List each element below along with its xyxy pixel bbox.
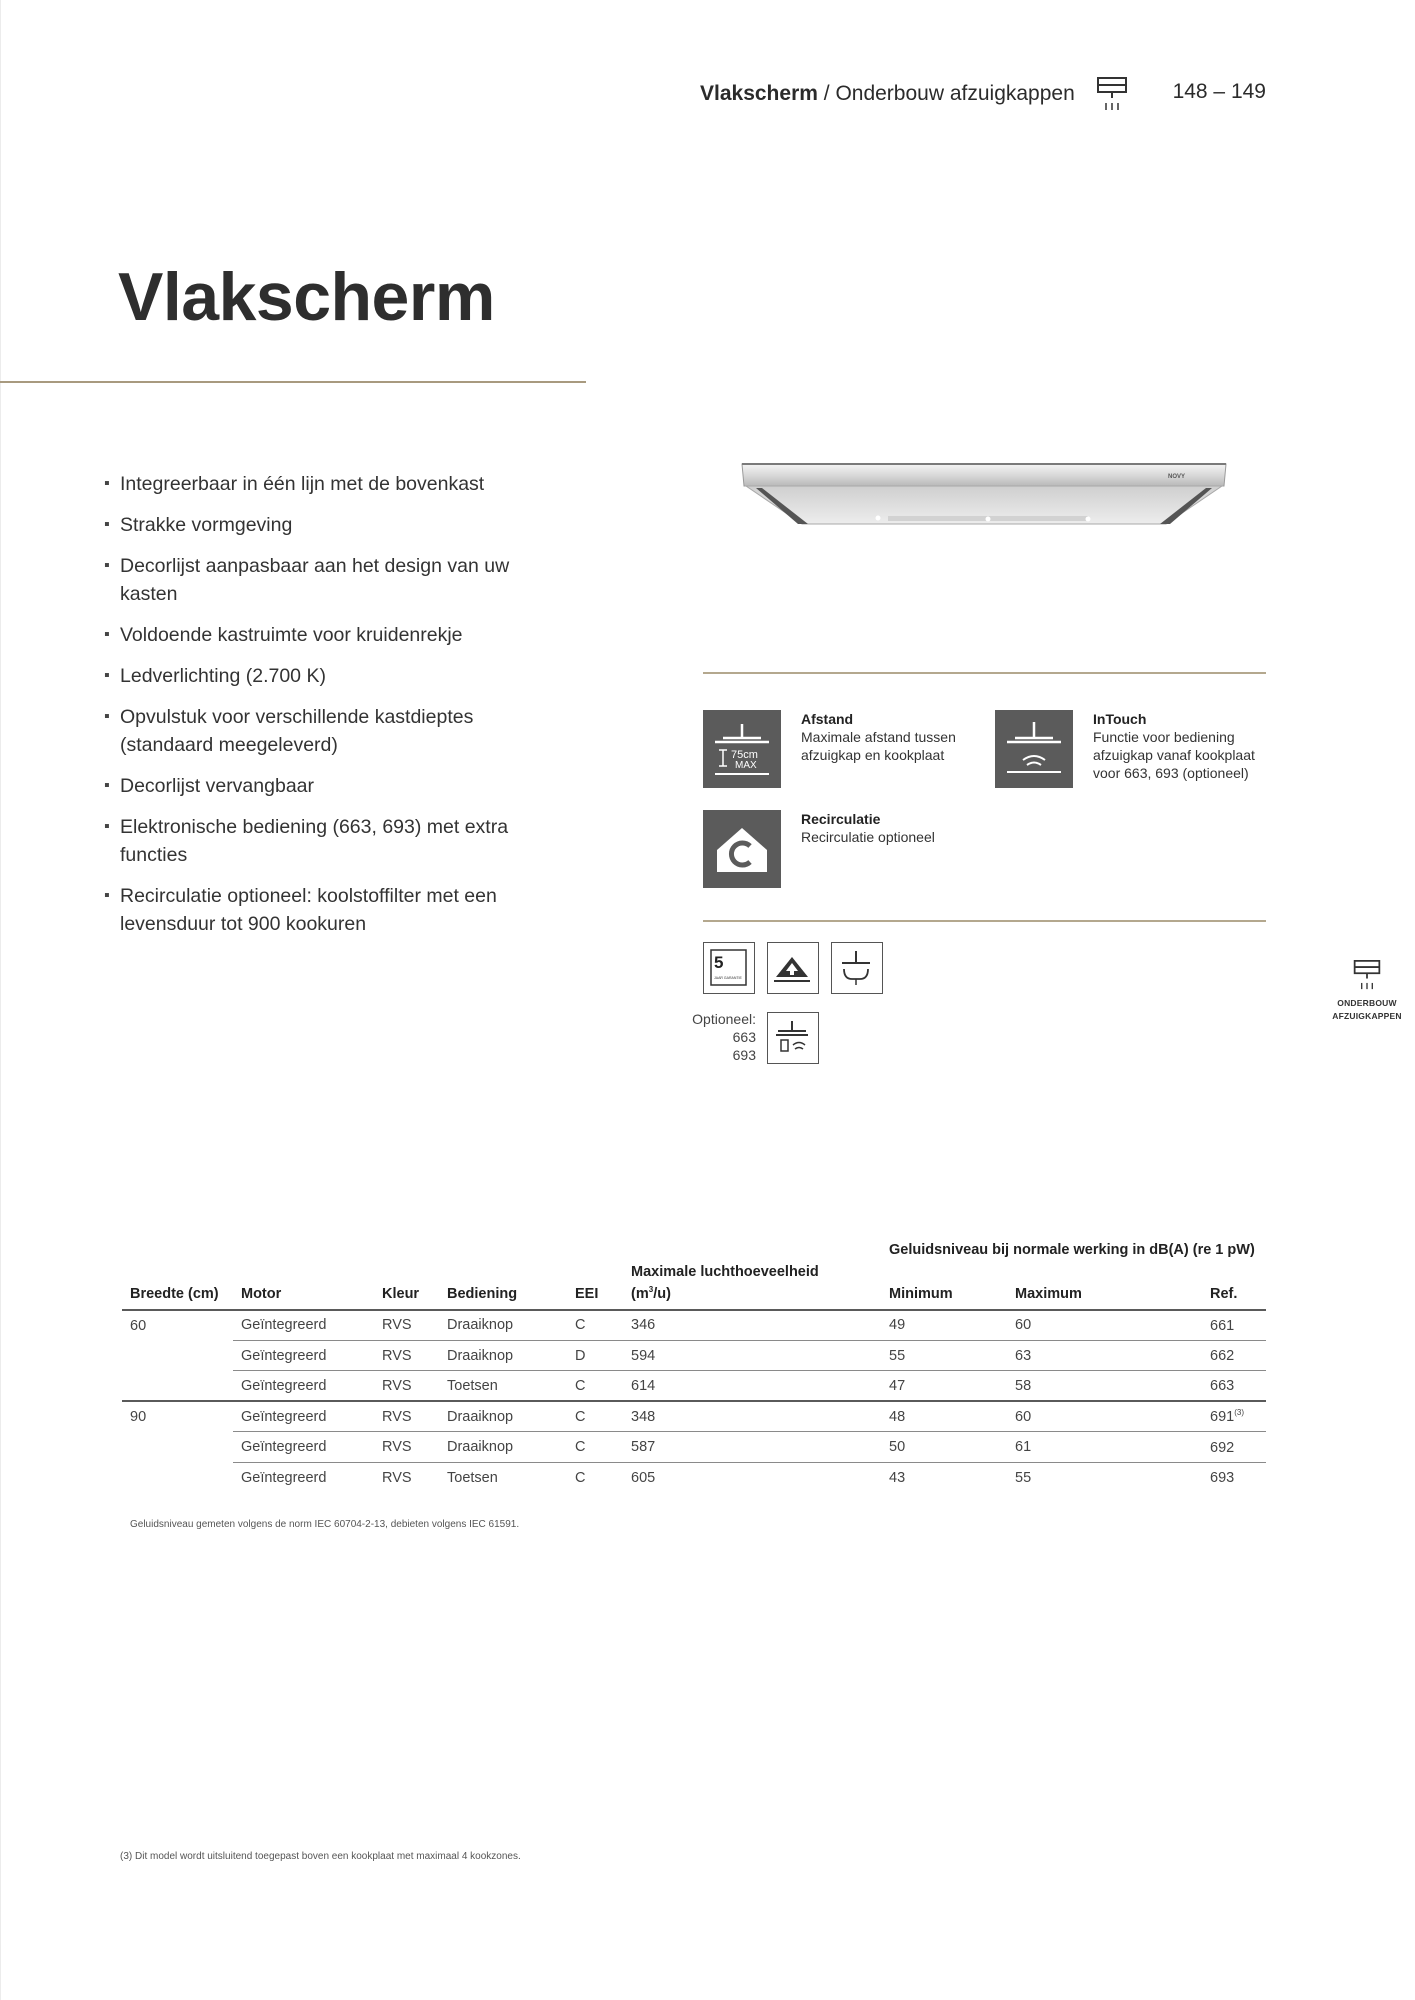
cell-breedte — [122, 1432, 233, 1463]
feature-intouch-title: InTouch — [1093, 711, 1147, 727]
table-row — [122, 1371, 1266, 1402]
col-lucht-unit: $(m^3/u)$ — [631, 1285, 671, 1302]
cell-ref: 663 — [1202, 1371, 1266, 1402]
hood-mount-icon — [831, 942, 883, 994]
cell-eei: D — [567, 1340, 623, 1371]
cell-motor: Geïntegreerd — [233, 1432, 374, 1463]
cell-lucht: 348 — [623, 1401, 865, 1432]
page-numbers: 148 – 149 — [1172, 80, 1266, 103]
intouch-icon — [995, 710, 1073, 788]
cell-min: 47 — [881, 1371, 1007, 1402]
warranty-icon — [703, 942, 755, 994]
cell-ref: 661 — [1202, 1310, 1266, 1341]
cell-kleur: RVS — [374, 1310, 439, 1341]
cell-kleur: RVS — [374, 1432, 439, 1463]
cell-eei: C — [567, 1401, 623, 1432]
cell-eei: C — [567, 1432, 623, 1463]
feature-item: ▪ Decorlijst vervangbaar — [104, 772, 544, 800]
cell-eei: C — [575, 1469, 586, 1486]
cell-max: 55 — [1015, 1469, 1032, 1486]
feature-recirculatie — [703, 810, 935, 888]
col-motor: Motor — [233, 1263, 374, 1310]
header-category[interactable]: Onderbouw afzuigkappen — [835, 82, 1075, 105]
feature-item: ▪ Strakke vormgeving — [104, 511, 544, 539]
table-row — [122, 1310, 1266, 1341]
feature-intouch-desc: Functie voor bediening afzuigkap vanaf kookplaat voor 663, 693 (optioneel) — [1093, 729, 1255, 781]
feature-item: ▪ Ledverlichting (2.700 K) — [104, 662, 544, 690]
feature-item: ▪ Integreerbaar in één lijn met de bovenkast — [104, 470, 544, 498]
col-minimum: Minimum — [881, 1263, 1007, 1310]
cell-max: 58 — [1007, 1371, 1202, 1402]
extraction-icon — [767, 942, 819, 994]
warranty-text: JAAR GARANTIE — [714, 976, 742, 980]
feature-afstand-title: Afstand — [801, 711, 854, 727]
page-header — [700, 76, 1270, 112]
side-tab[interactable] — [1322, 958, 1412, 1023]
cell-motor: Geïntegreerd — [233, 1340, 374, 1371]
cell-motor: Geïntegreerd — [241, 1469, 327, 1486]
cell-motor: Geïntegreerd — [233, 1310, 374, 1341]
cell-breedte: 90 — [130, 1409, 147, 1426]
recirculation-icon — [703, 810, 781, 888]
page-title: Vlakscherm — [118, 259, 495, 335]
cell-ref: 692 — [1202, 1432, 1266, 1463]
feature-list — [104, 470, 544, 951]
product-brand: NOVY — [1168, 474, 1186, 480]
optional-title: Optioneel: — [692, 1011, 756, 1027]
cell-lucht: 605 — [631, 1469, 656, 1486]
optional-label — [692, 1010, 756, 1064]
cell-bediening: Toetsen — [447, 1469, 498, 1486]
feature-afstand-desc: Maximale afstand tussen afzuigkap en kookplaat — [801, 729, 956, 763]
cell-motor: Geïntegreerd — [233, 1371, 374, 1402]
footnote: (3) Dit model wordt uitsluitend toegepast boven een kookplaat met maximaal 4 kookzones. — [120, 1851, 521, 1862]
col-maximum: Maximum — [1007, 1263, 1202, 1310]
header-breadcrumb — [700, 82, 1075, 106]
warranty-number: 5 — [714, 953, 724, 972]
cell-bediening: Draaiknop — [439, 1401, 567, 1432]
cell-breedte — [122, 1462, 233, 1493]
feature-recirculatie-title: Recirculatie — [801, 811, 881, 827]
feature-item: ▪ Elektronische bediening (663, 693) met extra functies — [104, 813, 544, 869]
table-group-header: Geluidsniveau bij normale werking in dB(A) (re 1 pW) — [889, 1242, 1255, 1258]
cell-breedte — [122, 1340, 233, 1371]
distance-icon — [703, 710, 781, 788]
optional-ref: 693 — [732, 1047, 756, 1063]
section-divider — [703, 920, 1266, 922]
side-tab-line1: ONDERBOUW — [1337, 998, 1397, 1008]
header-separator: / — [817, 82, 836, 105]
cell-max: 60 — [1007, 1401, 1202, 1432]
cell-min: 55 — [881, 1340, 1007, 1371]
col-luchthoeveelheid — [623, 1263, 865, 1310]
cell-max: 61 — [1007, 1432, 1202, 1463]
measurement-note: Geluidsniveau gemeten volgens de norm IEC 60704-2-13, debieten volgens IEC 61591. — [130, 1519, 520, 1530]
cell-ref: 691$^{(3)}$ — [1202, 1401, 1266, 1432]
header-section[interactable]: Vlakscherm — [700, 82, 818, 105]
cell-bediening: Toetsen — [439, 1371, 567, 1402]
cell-motor: Geïntegreerd — [233, 1401, 374, 1432]
side-tab-line2: AFZUIGKAPPEN — [1332, 1011, 1402, 1021]
cell-bediening: Draaiknop — [439, 1432, 567, 1463]
section-divider — [703, 672, 1266, 674]
cell-bediening: Draaiknop — [439, 1340, 567, 1371]
cell-bediening: Draaiknop — [439, 1310, 567, 1341]
title-divider — [0, 381, 586, 383]
cell-kleur: RVS — [374, 1340, 439, 1371]
col-kleur: Kleur — [374, 1263, 439, 1310]
feature-item: ▪ Recirculatie optioneel: koolstoffilter met een levensduur tot 900 kookuren — [104, 882, 544, 938]
hood-icon — [1095, 76, 1129, 112]
cell-eei: C — [567, 1371, 623, 1402]
cell-min: 43 — [889, 1469, 906, 1486]
col-lucht-label: Maximale luchthoeveelheid — [631, 1264, 819, 1280]
optional-ref: 663 — [732, 1029, 756, 1045]
distance-badge-top: 75cm — [731, 749, 758, 761]
feature-recirculatie-desc: Recirculatie optioneel — [801, 829, 935, 845]
page-edge — [0, 0, 1, 2000]
flat-hood-product-image — [738, 458, 1230, 534]
table-row — [122, 1462, 1266, 1493]
hood-icon — [1352, 958, 1382, 992]
cell-lucht: 594 — [623, 1340, 865, 1371]
col-bediening: Bediening — [439, 1263, 567, 1310]
cell-kleur: RVS — [382, 1469, 412, 1486]
feature-item: ▪ Opvulstuk voor verschillende kastdieptes (standaard meegeleverd) — [104, 703, 544, 759]
col-breedte: Breedte (cm) — [122, 1263, 233, 1310]
cell-min: 50 — [881, 1432, 1007, 1463]
table-row — [122, 1401, 1266, 1432]
cell-min: 48 — [881, 1401, 1007, 1432]
cell-kleur: RVS — [374, 1371, 439, 1402]
feature-item: ▪ Voldoende kastruimte voor kruidenrekje — [104, 621, 544, 649]
col-eei: EEI — [567, 1263, 623, 1310]
intouch-small-icon — [767, 1012, 819, 1064]
cell-ref: 693 — [1210, 1470, 1235, 1487]
cell-breedte: 60 — [130, 1317, 147, 1334]
cell-lucht: 587 — [623, 1432, 865, 1463]
cell-min: 49 — [881, 1310, 1007, 1341]
spec-table — [122, 1241, 1266, 1493]
cell-max: 60 — [1007, 1310, 1202, 1341]
cell-breedte — [122, 1371, 233, 1402]
cell-eei: C — [567, 1310, 623, 1341]
cell-lucht: 614 — [623, 1371, 865, 1402]
feature-intouch — [995, 710, 1273, 788]
table-row — [122, 1432, 1266, 1463]
cell-max: 63 — [1007, 1340, 1202, 1371]
cell-ref: 662 — [1202, 1340, 1266, 1371]
col-ref: Ref. — [1202, 1263, 1266, 1310]
table-row — [122, 1340, 1266, 1371]
distance-badge-bottom: MAX — [735, 760, 757, 771]
feature-afstand — [703, 710, 971, 788]
feature-item: ▪ Decorlijst aanpasbaar aan het design van uw kasten — [104, 552, 544, 608]
cell-lucht: 346 — [623, 1310, 865, 1341]
cell-kleur: RVS — [374, 1401, 439, 1432]
